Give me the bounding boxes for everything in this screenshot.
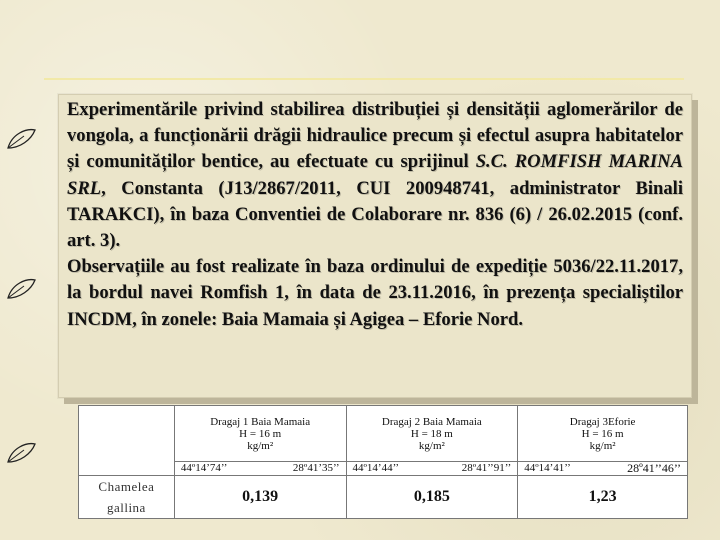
paragraph-text: , Constanta (J13/2867/2011, CUI 200948741, administrator Binali TARAKCI), în baza Conventiei de Colaborare nr. 836 (6) / 26.02.2015 (conf. art. 3).	[67, 177, 683, 252]
paragraph-text: Experimentările privind stabilirea distribuției și densității aglomerărilor de vongola, a funcționării drăgii hidraulice precum și efectul asupra habitatelor și comunităților bentice, au efectuate cu sprijinul	[67, 99, 683, 173]
species-row	[79, 476, 688, 519]
leaf-icon	[4, 276, 38, 302]
latitude: 44º14’74’’	[180, 462, 228, 474]
company-name: S.C. ROMFISH MARINA SRL	[67, 151, 683, 199]
results-table	[78, 405, 688, 519]
column-depth: H = 16 m	[581, 427, 624, 440]
longitude: 28º41’35’’	[292, 462, 340, 474]
leaf-icon	[4, 126, 38, 152]
species-name: Chamelea	[98, 479, 155, 494]
column-title: Dragaj 1 Baia Mamaia	[210, 415, 311, 428]
species-name: gallina	[106, 500, 146, 515]
species-cell	[79, 476, 175, 519]
paragraph-observations: Observațiile au fost realizate în baza ordinului de expediție 5036/22.11.2017, la bordul navei Romfish 1, în data de 23.11.2016, în prezența specialiștilor INCDM, în zonele: Baia Mamaia și Agigea – Eforie Nord.	[67, 256, 683, 330]
coordinates-cell	[346, 462, 518, 476]
decorative-rule	[44, 78, 684, 80]
longitude: 28º41’’46’’	[627, 461, 681, 475]
column-unit: kg/m²	[589, 439, 616, 452]
column-header	[518, 406, 688, 462]
density-value: 0,185	[346, 476, 518, 519]
column-depth: H = 18 m	[410, 427, 453, 440]
column-unit: kg/m²	[247, 439, 274, 452]
column-depth: H = 16 m	[239, 427, 282, 440]
paragraph-experiments	[67, 97, 683, 254]
column-title: Dragaj 3Eforie	[569, 415, 636, 428]
coordinates-cell	[174, 462, 346, 476]
column-unit: kg/m²	[418, 439, 445, 452]
empty-corner-cell	[79, 406, 175, 476]
column-header	[174, 406, 346, 462]
table-header-row	[79, 406, 688, 462]
longitude: 28º41’’91’’	[461, 462, 512, 474]
coordinates-cell	[518, 462, 688, 476]
density-value: 1,23	[518, 476, 688, 519]
column-title: Dragaj 2 Baia Mamaia	[381, 415, 482, 428]
column-header	[346, 406, 518, 462]
text-box	[58, 94, 692, 398]
density-value: 0,139	[174, 476, 346, 519]
leaf-icon	[4, 440, 38, 466]
latitude: 44º14’44’’	[352, 462, 400, 474]
latitude: 44º14’41’’	[524, 462, 571, 474]
